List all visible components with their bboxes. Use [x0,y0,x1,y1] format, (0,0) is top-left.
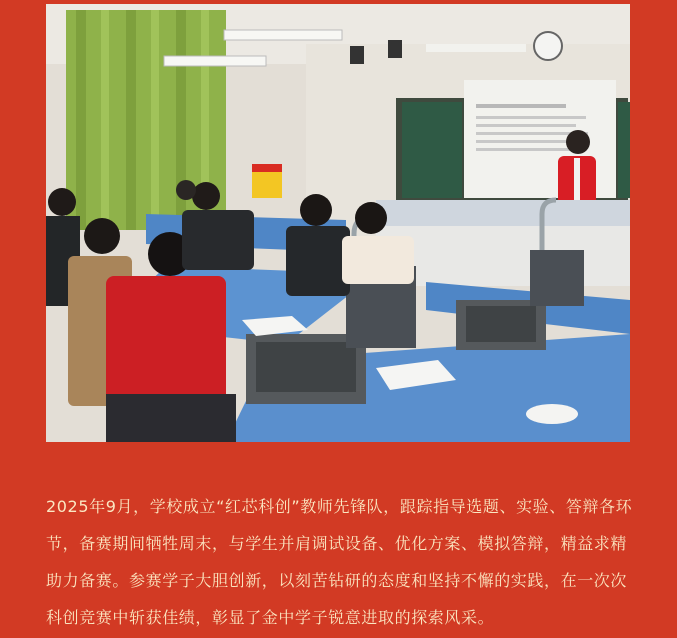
classroom-photo [46,4,630,442]
article-paragraph: 2025年9月，学校成立“红芯科创”教师先锋队，跟踪指导选题、实验、答辩各环节，备赛期间牺牲周末，与学生并肩调试设备、优化方案、模拟答辩，精益求精助力备赛。参赛学子大胆创新，以刻苦钻研的态度和坚持不懈的实践，在一次次科创竞赛中斩获佳绩，彰显了金中学子锐意进取的探索风采。 [46,497,633,627]
